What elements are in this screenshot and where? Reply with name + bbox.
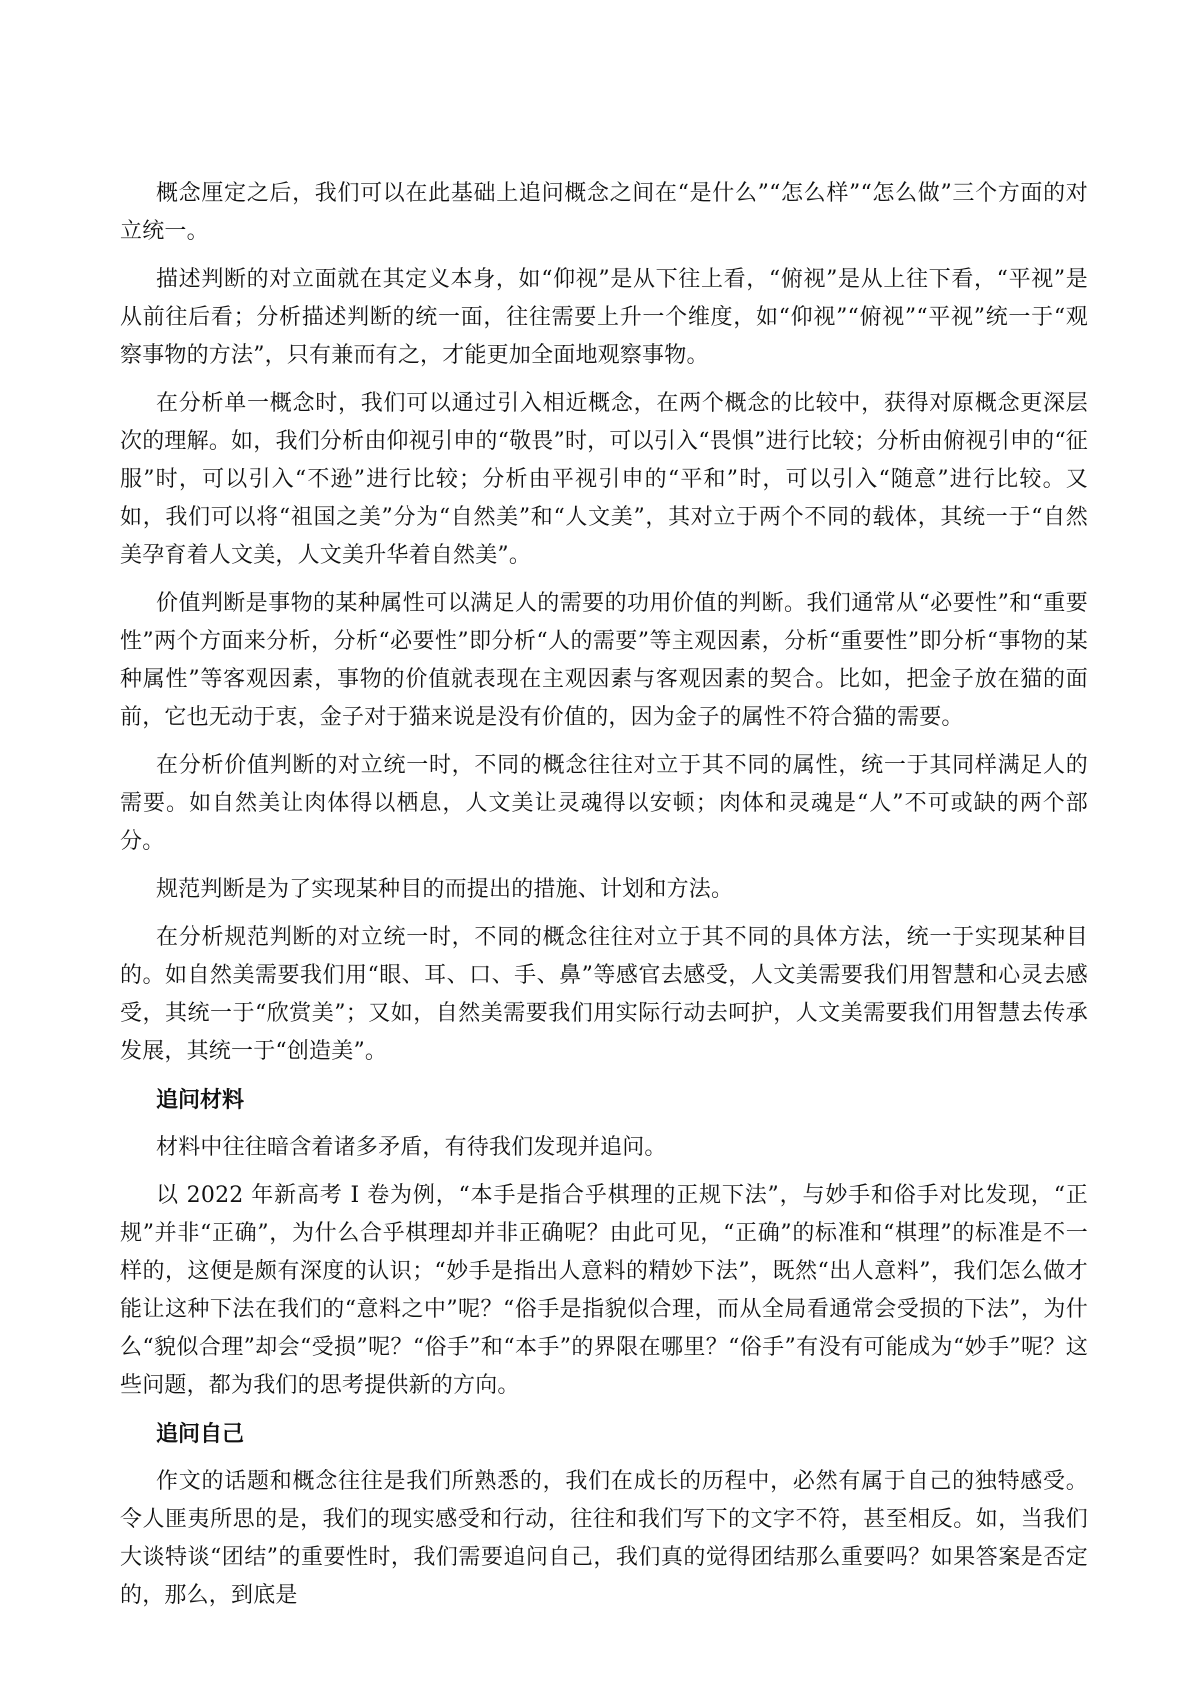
body-paragraph: 规范判断是为了实现某种目的而提出的措施、计划和方法。 <box>156 877 734 902</box>
body-paragraph: 在分析规范判断的对立统一时，不同的概念往往对立于其不同的具体方法，统一于实现某种目的。如自然美需要我们用“眼、耳、口、手、鼻”等感官去感受，人文美需要我们用智慧和心灵去感受，其统一于“欣赏美”；又如，自然美需要我们用实际行动去呵护，人文美需要我们用智慧去传承发展，其统一于“创造美”。 <box>120 925 1088 1064</box>
body-paragraph: 在分析单一概念时，我们可以通过引入相近概念，在两个概念的比较中，获得对原概念更深层次的理解。如，我们分析由仰视引申的“敬畏”时，可以引入“畏惧”进行比较；分析由俯视引申的“征服”时，可以引入“不逊”进行比较；分析由平视引申的“平和”时，可以引入“随意”进行比较。又如，我们可以将“祖国之美”分为“自然美”和“人文美”，其对立于两个不同的载体，其统一于“自然美孕育着人文美，人文美升华着自然美”。 <box>120 391 1088 568</box>
body-paragraph: 在分析价值判断的对立统一时，不同的概念往往对立于其不同的属性，统一于其同样满足人的需要。如自然美让肉体得以栖息，人文美让灵魂得以安顿；肉体和灵魂是“人”不可或缺的两个部分。 <box>120 753 1088 854</box>
section-heading-self: 追问自己 <box>156 1421 245 1447</box>
body-paragraph: 材料中往往暗含着诸多矛盾，有待我们发现并追问。 <box>156 1135 667 1160</box>
body-paragraph: 作文的话题和概念往往是我们所熟悉的，我们在成长的历程中，必然有属于自己的独特感受。令人匪夷所思的是，我们的现实感受和行动，往往和我们写下的文字不符，甚至相反。如，当我们大谈特谈“团结”的重要性时，我们需要追问自己，我们真的觉得团结那么重要吗？如果答案是否定的，那么，到底是 <box>120 1469 1088 1608</box>
section-heading-material: 追问材料 <box>156 1087 245 1113</box>
document-page <box>120 175 1088 1625</box>
body-paragraph: 以 2022 年新高考 I 卷为例，“本手是指合乎棋理的正规下法”，与妙手和俗手对比发现，“正规”并非“正确”，为什么合乎棋理却并非正确呢？由此可见，“正确”的标准和“棋理”的标准是不一样的，这便是颇有深度的认识；“妙手是指出人意料的精妙下法”，既然“出人意料”，我们怎么做才能让这种下法在我们的“意料之中”呢？“俗手是指貌似合理，而从全局看通常会受损的下法”，为什么“貌似合理”却会“受损”呢？“俗手”和“本手”的界限在哪里？“俗手”有没有可能成为“妙手”呢？这些问题，都为我们的思考提供新的方向。 <box>120 1183 1088 1398</box>
body-paragraph: 描述判断的对立面就在其定义本身，如“仰视”是从下往上看，“俯视”是从上往下看，“平视”是从前往后看；分析描述判断的统一面，往往需要上升一个维度，如“仰视”“俯视”“平视”统一于“观察事物的方法”，只有兼而有之，才能更加全面地观察事物。 <box>120 267 1088 368</box>
body-paragraph: 概念厘定之后，我们可以在此基础上追问概念之间在“是什么”“怎么样”“怎么做”三个方面的对立统一。 <box>120 181 1088 244</box>
body-paragraph: 价值判断是事物的某种属性可以满足人的需要的功用价值的判断。我们通常从“必要性”和“重要性”两个方面来分析，分析“必要性”即分析“人的需要”等主观因素，分析“重要性”即分析“事物的某种属性”等客观因素，事物的价值就表现在主观因素与客观因素的契合。比如，把金子放在猫的面前，它也无动于衷，金子对于猫来说是没有价值的，因为金子的属性不符合猫的需要。 <box>120 591 1088 730</box>
